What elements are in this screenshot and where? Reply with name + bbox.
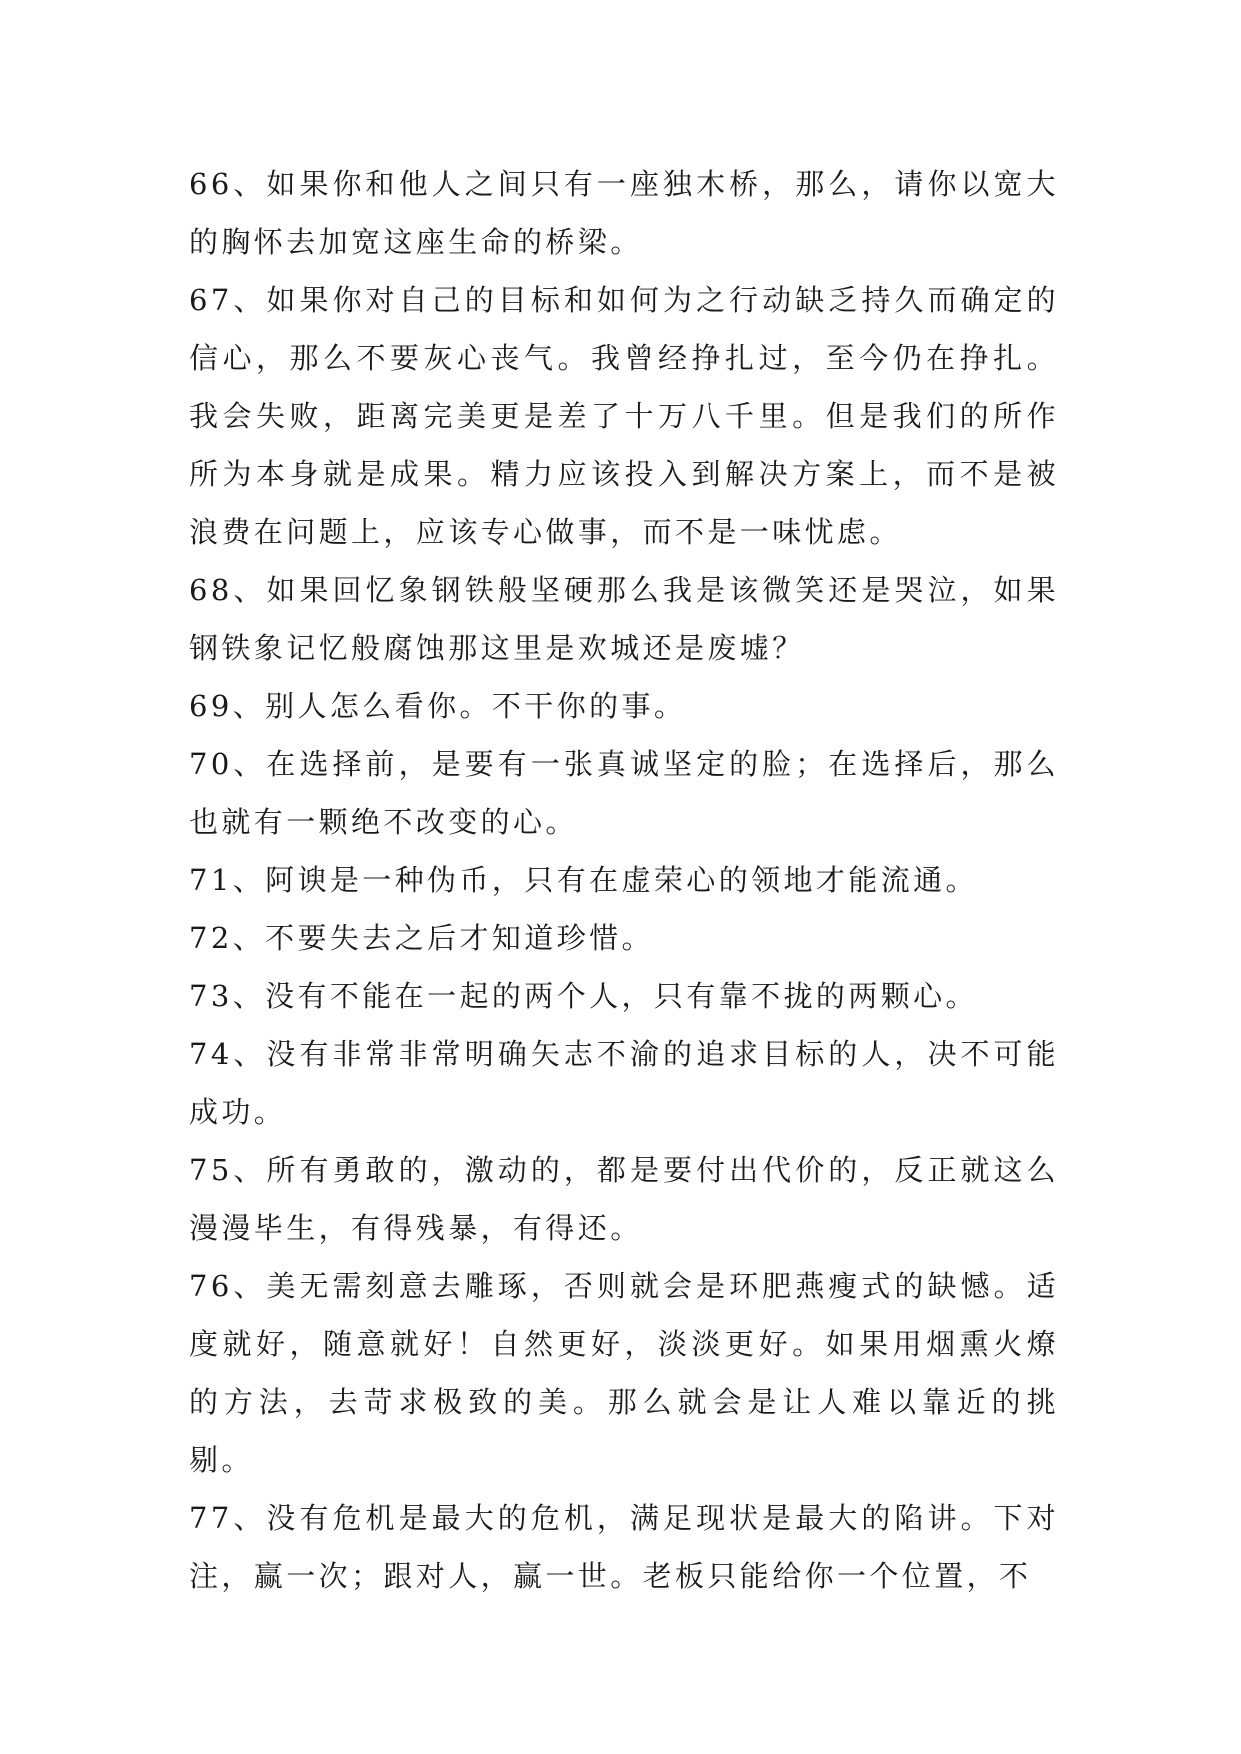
- quote-entry-73: 73、没有不能在一起的两个人，只有靠不拢的两颗心。: [189, 979, 978, 1013]
- quote-entry-69: 69、别人怎么看你。不干你的事。: [189, 689, 687, 723]
- quote-entry-71: 71、阿谀是一种伪币，只有在虚荣心的领地才能流通。: [189, 863, 978, 897]
- quote-entry-75: 75、所有勇敢的，激动的，都是要付出代价的，反正就这么漫漫毕生，有得残暴，有得还。: [189, 1153, 1059, 1245]
- quote-entry-76: 76、美无需刻意去雕琢，否则就会是环肥燕瘦式的缺憾。适度就好，随意就好！自然更好，淡淡更好。如果用烟熏火燎的方法，去苛求极致的美。那么就会是让人难以靠近的挑剔。: [189, 1269, 1059, 1477]
- document-body: [189, 155, 1059, 1605]
- quote-entry-70: 70、在选择前，是要有一张真诚坚定的脸；在选择后，那么也就有一颗绝不改变的心。: [189, 747, 1059, 839]
- quote-entry-74: 74、没有非常非常明确矢志不渝的追求目标的人，决不可能成功。: [189, 1037, 1059, 1129]
- quote-entry-77: 77、没有危机是最大的危机，满足现状是最大的陷讲。下对注，赢一次；跟对人，赢一世。老板只能给你一个位置，不: [189, 1501, 1059, 1593]
- quote-entry-67: 67、如果你对自己的目标和如何为之行动缺乏持久而确定的信心，那么不要灰心丧气。我曾经挣扎过，至今仍在挣扎。我会失败，距离完美更是差了十万八千里。但是我们的所作所为本身就是成果。精力应该投入到解决方案上，而不是被浪费在问题上，应该专心做事，而不是一味忧虑。: [189, 283, 1059, 549]
- quote-entry-72: 72、不要失去之后才知道珍惜。: [189, 921, 654, 955]
- quote-entry-68: 68、如果回忆象钢铁般坚硬那么我是该微笑还是哭泣，如果钢铁象记忆般腐蚀那这里是欢城还是废墟？: [189, 573, 1059, 665]
- quote-entry-66: 66、如果你和他人之间只有一座独木桥，那么，请你以宽大的胸怀去加宽这座生命的桥梁。: [189, 167, 1059, 259]
